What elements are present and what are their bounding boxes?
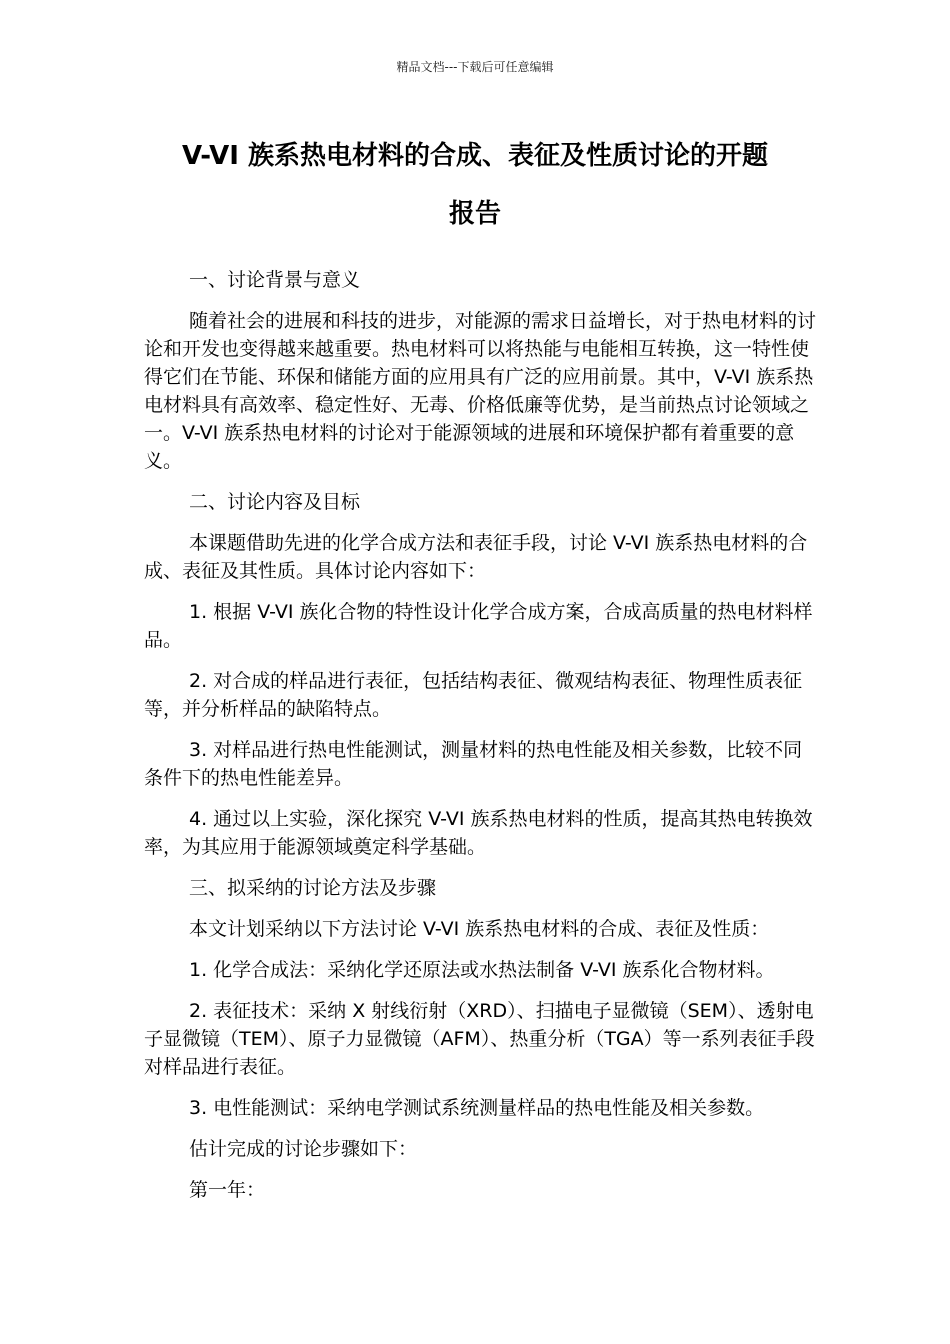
page-header-note: 精品文档---下载后可任意编辑 (396, 60, 554, 74)
list-item-method-2: 2. 表征技术：采纳 X 射线衍射（XRD）、扫描电子显微镜（SEM）、透射电子显微镜（TEM）、原子力显微镜（AFM）、热重分析（TGA）等一系列表征手段对样品进行表征。 (144, 1000, 815, 1078)
section-heading-background: 一、讨论背景与意义 (189, 269, 361, 291)
paragraph-steps-intro: 估计完成的讨论步骤如下： (189, 1138, 418, 1160)
document-title-line-2: 报告 (448, 199, 501, 229)
document-body (144, 266, 816, 1217)
paragraph-background: 随着社会的进展和科技的进步，对能源的需求日益增长，对于热电材料的讨论和开发也变得越来越重要。热电材料可以将热能与电能相互转换，这一特性使得它们在节能、环保和储能方面的应用具有广泛的应用前景。其中，V-VI 族系热电材料具有高效率、稳定性好、无毒、价格低廉等优势，是当前热点讨论领域之一。V-VI 族系热电材料的讨论对于能源领域的进展和环境保护都有着重要的意义。 (144, 310, 817, 472)
paragraph-year-one: 第一年： (189, 1179, 266, 1201)
list-item-content-1: 1. 根据 V-VI 族化合物的特性设计化学合成方案，合成高质量的热电材料样品。 (144, 601, 813, 651)
section-heading-content-goals: 二、讨论内容及目标 (189, 491, 361, 513)
list-item-content-4: 4. 通过以上实验，深化探究 V-VI 族系热电材料的性质，提高其热电转换效率，为其应用于能源领域奠定科学基础。 (144, 808, 813, 858)
list-item-content-2: 2. 对合成的样品进行表征，包括结构表征、微观结构表征、物理性质表征等，并分析样品的缺陷特点。 (144, 670, 803, 720)
list-item-method-3: 3. 电性能测试：采纳电学测试系统测量样品的热电性能及相关参数。 (189, 1097, 765, 1119)
paragraph-content-intro: 本课题借助先进的化学合成方法和表征手段，讨论 V-VI 族系热电材料的合成、表征及其性质。具体讨论内容如下： (144, 532, 808, 582)
list-item-content-3: 3. 对样品进行热电性能测试，测量材料的热电性能及相关参数，比较不同条件下的热电性能差异。 (144, 739, 803, 789)
paragraph-methods-intro: 本文计划采纳以下方法讨论 V-VI 族系热电材料的合成、表征及性质： (189, 918, 770, 940)
section-heading-methods: 三、拟采纳的讨论方法及步骤 (189, 877, 437, 899)
list-item-method-1: 1. 化学合成法：采纳化学还原法或水热法制备 V-VI 族系化合物材料。 (189, 959, 775, 981)
document-title-line-1: V-VI 族系热电材料的合成、表征及性质讨论的开题 (182, 141, 768, 171)
